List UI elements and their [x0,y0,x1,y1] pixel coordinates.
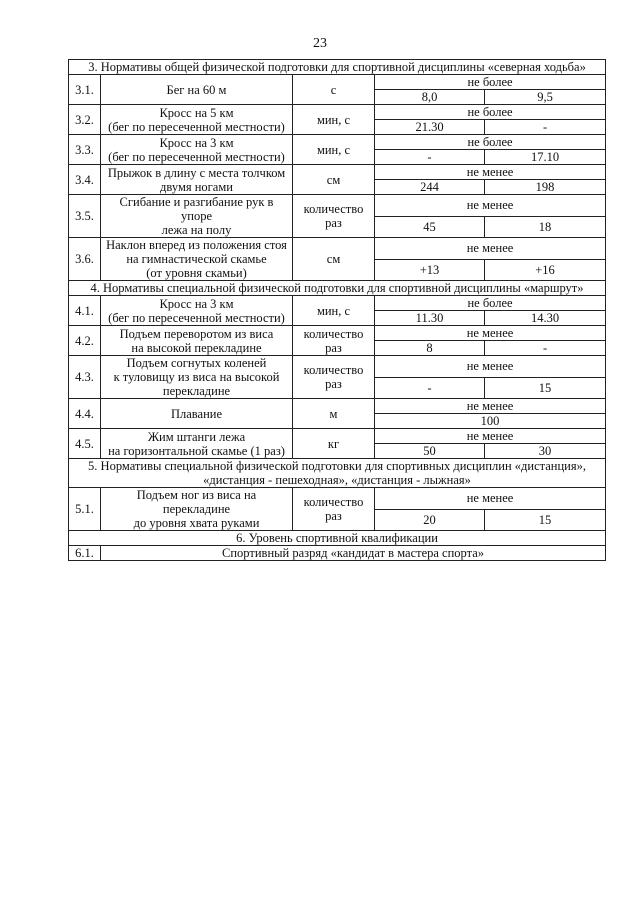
table-row [69,75,606,90]
unit-cell: с [293,75,375,105]
exercise-name-line: Подъем ног из виса на перекладине [136,488,257,516]
condition-cell: не более [375,135,606,150]
condition-cell: не более [375,75,606,90]
standards-table [68,59,606,561]
exercise-name [101,296,293,326]
value-cell-female: 198 [485,180,606,195]
value-cell-male: 20 [375,509,485,531]
exercise-name-line: Жим штанги лежа [147,429,246,444]
exercise-name-line: на высокой перекладине [131,340,262,355]
value-cell-female: - [485,341,606,356]
value-cell-male: 8 [375,341,485,356]
section-header-row [69,60,606,75]
unit-cell: количество раз [293,356,375,399]
exercise-name-line: Подъем переворотом из виса [119,326,274,341]
unit-cell: мин, с [293,135,375,165]
exercise-name [101,238,293,281]
value-cell-female: - [485,120,606,135]
row-number: 4.1. [69,296,101,326]
unit-cell: количество раз [293,488,375,531]
exercise-name-line: Плавание [170,406,223,421]
value-cell-male: 11.30 [375,311,485,326]
exercise-name-line: Кросс на 3 км [159,296,234,311]
condition-cell: не менее [375,356,606,378]
value-cell-male: 244 [375,180,485,195]
value-cell-male: +13 [375,259,485,281]
exercise-name-line: лежа на полу [161,223,232,237]
table-row [69,488,606,510]
value-cell-male: - [375,150,485,165]
condition-cell: не менее [375,165,606,180]
exercise-name-line: перекладине [162,384,231,398]
value-cell-female: 30 [485,444,606,459]
table-row [69,165,606,180]
exercise-name [101,356,293,399]
table-row [69,326,606,341]
row-number: 4.2. [69,326,101,356]
condition-cell: не менее [375,488,606,510]
condition-cell: не менее [375,326,606,341]
condition-cell: не менее [375,429,606,444]
row-text: Спортивный разряд «кандидат в мастера спорта» [101,546,606,561]
value-cell-male: 8,0 [375,90,485,105]
exercise-name [101,488,293,531]
exercise-name-line: Прыжок в длину с места толчком [107,165,286,180]
condition-cell: не более [375,296,606,311]
exercise-name-line: Кросс на 3 км [159,135,234,150]
value-cell-female: 14.30 [485,311,606,326]
condition-cell: не более [375,105,606,120]
unit-cell: мин, с [293,296,375,326]
row-number: 6.1. [69,546,101,561]
section-title: 5. Нормативы специальной физической подготовки для спортивных дисциплин «дистанция», «дистанция - пешеходная», «дистанция - лыжная» [69,459,606,488]
section-title: 3. Нормативы общей физической подготовки для спортивной дисциплины «северная ходьба» [69,60,606,75]
exercise-name-line: Кросс на 5 км [159,105,234,120]
exercise-name [101,429,293,459]
unit-cell: количество раз [293,326,375,356]
row-number: 3.3. [69,135,101,165]
exercise-name-line: двумя ногами [160,179,233,194]
unit-cell: см [293,165,375,195]
value-cell-female: 17.10 [485,150,606,165]
condition-cell: не менее [375,399,606,414]
exercise-name [101,399,293,429]
table-row [69,546,606,561]
exercise-name [101,135,293,165]
value-cell-female: 18 [485,216,606,238]
exercise-name-line: к туловищу из виса на высокой [113,370,280,384]
table-row [69,356,606,378]
exercise-name-line: Подъем согнутых коленей [126,356,267,370]
exercise-name [101,195,293,238]
table-row [69,399,606,414]
row-number: 4.4. [69,399,101,429]
table-row [69,296,606,311]
row-number: 3.1. [69,75,101,105]
row-number: 3.4. [69,165,101,195]
exercise-name [101,326,293,356]
value-cell-male: 45 [375,216,485,238]
exercise-name-line: до уровня хвата руками [133,516,260,530]
unit-cell: мин, с [293,105,375,135]
condition-cell: не менее [375,238,606,260]
value-cell-female: 15 [485,377,606,399]
exercise-name-line: (от уровня скамьи) [146,266,247,280]
condition-cell: не менее [375,195,606,217]
section-header-row [69,531,606,546]
value-cell-male: 50 [375,444,485,459]
exercise-name-line: на горизонтальной скамье (1 раз) [108,443,285,458]
table-row [69,105,606,120]
exercise-name-line: (бег по пересеченной местности) [108,119,285,134]
exercise-name [101,165,293,195]
exercise-name-line: на гимнастической скамье [126,252,267,266]
exercise-name-line: (бег по пересеченной местности) [108,310,285,325]
exercise-name-line: Бег на 60 м [166,82,227,97]
value-cell-female: 9,5 [485,90,606,105]
row-number: 3.2. [69,105,101,135]
section-title: 4. Нормативы специальной физической подготовки для спортивной дисциплины «маршрут» [69,281,606,296]
row-number: 3.6. [69,238,101,281]
section-title: 6. Уровень спортивной квалификации [69,531,606,546]
unit-cell: м [293,399,375,429]
table-row [69,429,606,444]
value-cell-female: 15 [485,509,606,531]
row-number: 3.5. [69,195,101,238]
section-header-row [69,459,606,488]
exercise-name-line: Сгибание и разгибание рук в упоре [119,195,274,223]
value-cell-female: +16 [485,259,606,281]
table-row [69,195,606,217]
row-number: 4.5. [69,429,101,459]
unit-cell: количество раз [293,195,375,238]
value-cell: 100 [375,414,606,429]
exercise-name [101,105,293,135]
table-row [69,135,606,150]
unit-cell: кг [293,429,375,459]
unit-cell: см [293,238,375,281]
exercise-name-line: Наклон вперед из положения стоя [106,238,287,252]
table-row [69,238,606,260]
exercise-name-line: (бег по пересеченной местности) [108,149,285,164]
row-number: 5.1. [69,488,101,531]
section-header-row [69,281,606,296]
page-number: 23 [313,36,327,51]
row-number: 4.3. [69,356,101,399]
value-cell-male: 21.30 [375,120,485,135]
exercise-name [101,75,293,105]
value-cell-male: - [375,377,485,399]
